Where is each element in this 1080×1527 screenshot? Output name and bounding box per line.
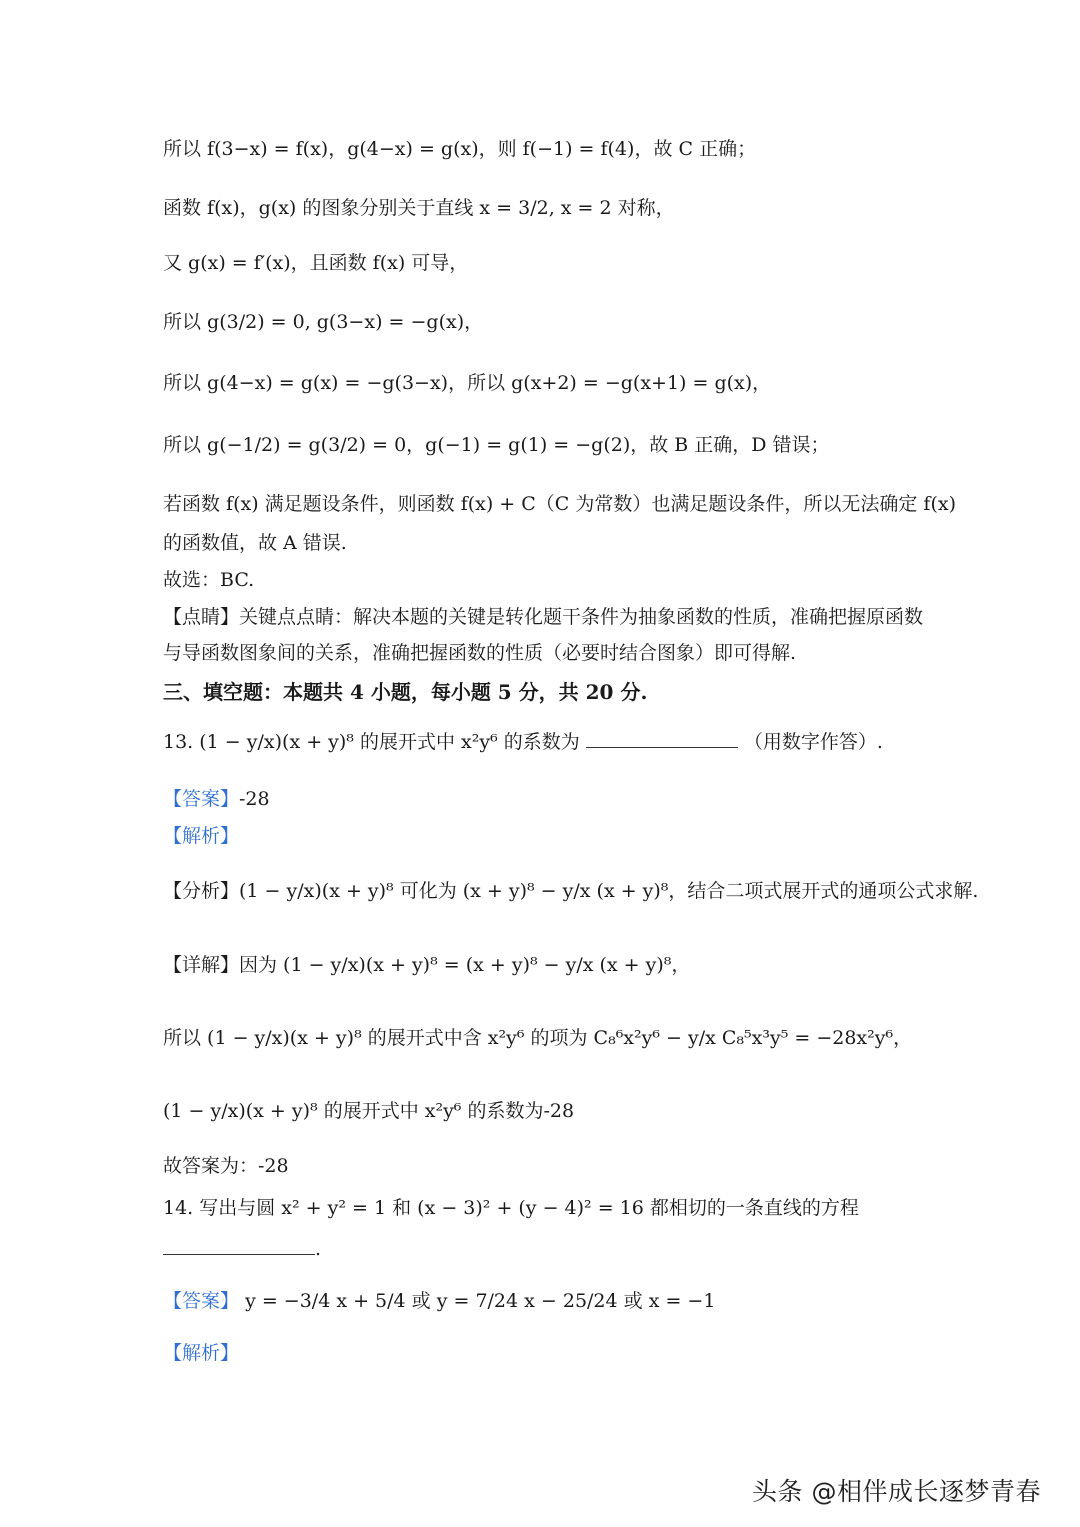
- answer-value: -28: [239, 788, 270, 810]
- xiangjie-tag: 【详解】: [163, 954, 240, 976]
- answer-tag: 【答案】: [163, 1290, 240, 1312]
- text-line-4: 所以 g(3/2) = 0, g(3−x) = −g(x)，: [163, 311, 484, 333]
- blank-end: .: [315, 1238, 322, 1260]
- section-heading: 三、填空题：本题共 4 小题，每小题 5 分，共 20 分.: [163, 680, 648, 704]
- text-line-2: 函数 f(x)，g(x) 的图象分别关于直线 x = 3/2, x = 2 对称，: [163, 197, 675, 219]
- watermark: 头条 @相伴成长逐梦青春: [752, 1477, 1041, 1506]
- xiangjie-text: 因为 (1 − y/x)(x + y)⁸ = (x + y)⁸ − y/x (x + y)⁸，: [239, 954, 691, 976]
- q13-suoyi: 所以 (1 − y/x)(x + y)⁸ 的展开式中含 x²y⁶ 的项为 C₈⁶x²y⁶ − y/x C₈⁵x³y⁵ = −28x²y⁶，: [163, 1027, 913, 1049]
- answer-tag: 【答案】: [163, 788, 240, 810]
- question-13: [163, 729, 883, 755]
- q14-answer: [163, 1288, 715, 1314]
- q13-final: 故答案为：-28: [163, 1155, 289, 1177]
- text-line-3: 又 g(x) = f′(x)，且函数 f(x) 可导，: [163, 252, 469, 274]
- text-line-8: 的函数值，故 A 错误.: [163, 532, 347, 554]
- dianjing-line-2: 与导函数图象间的关系，准确把握函数的性质（必要时结合图象）即可得解.: [163, 642, 797, 664]
- dianjing-line-1: 【点睛】关键点点睛：解决本题的关键是转化题干条件为抽象函数的性质，准确把握原函数: [163, 606, 924, 628]
- q13-analysis-tag: 【解析】: [163, 825, 240, 847]
- question-14-number: 14.: [163, 1197, 194, 1219]
- text-line-5: 所以 g(4−x) = g(x) = −g(3−x)，所以 g(x+2) = −g(x+1) = g(x)，: [163, 372, 772, 394]
- q13-fenxi: [163, 878, 978, 904]
- answer-value: y = −3/4 x + 5/4 或 y = 7/24 x − 25/24 或 x = −1: [245, 1290, 716, 1312]
- text-line-6: 所以 g(−1/2) = g(3/2) = 0，g(−1) = g(1) = −g(2)，故 B 正确，D 错误；: [163, 434, 830, 456]
- question-13-stem: (1 − y/x)(x + y)⁸ 的展开式中 x²y⁶ 的系数为: [199, 731, 580, 753]
- question-14: [163, 1195, 859, 1221]
- q13-xiangjie: [163, 952, 690, 978]
- text-line-9: 故选：BC.: [163, 569, 255, 591]
- q14-analysis-tag: 【解析】: [163, 1342, 240, 1364]
- text-line-7: 若函数 f(x) 满足题设条件，则函数 f(x) + C（C 为常数）也满足题设条件，所以无法确定 f(x): [163, 493, 956, 515]
- answer-blank: [163, 1236, 315, 1255]
- question-13-number: 13.: [163, 731, 194, 753]
- q13-conclusion: (1 − y/x)(x + y)⁸ 的展开式中 x²y⁶ 的系数为-28: [163, 1100, 575, 1122]
- text-line-1: 所以 f(3−x) = f(x)，g(4−x) = g(x)，则 f(−1) = f(4)，故 C 正确；: [163, 138, 757, 160]
- q14-blank-line: [163, 1236, 321, 1262]
- fenxi-tag: 【分析】: [163, 880, 240, 902]
- fenxi-text: (1 − y/x)(x + y)⁸ 可化为 (x + y)⁸ − y/x (x + y)⁸，结合二项式展开式的通项公式求解.: [239, 880, 979, 902]
- answer-blank: [586, 729, 738, 748]
- q13-answer: [163, 786, 270, 812]
- question-13-tail: （用数字作答）.: [743, 731, 883, 753]
- question-14-stem: 写出与圆 x² + y² = 1 和 (x − 3)² + (y − 4)² = 16 都相切的一条直线的方程: [199, 1197, 859, 1219]
